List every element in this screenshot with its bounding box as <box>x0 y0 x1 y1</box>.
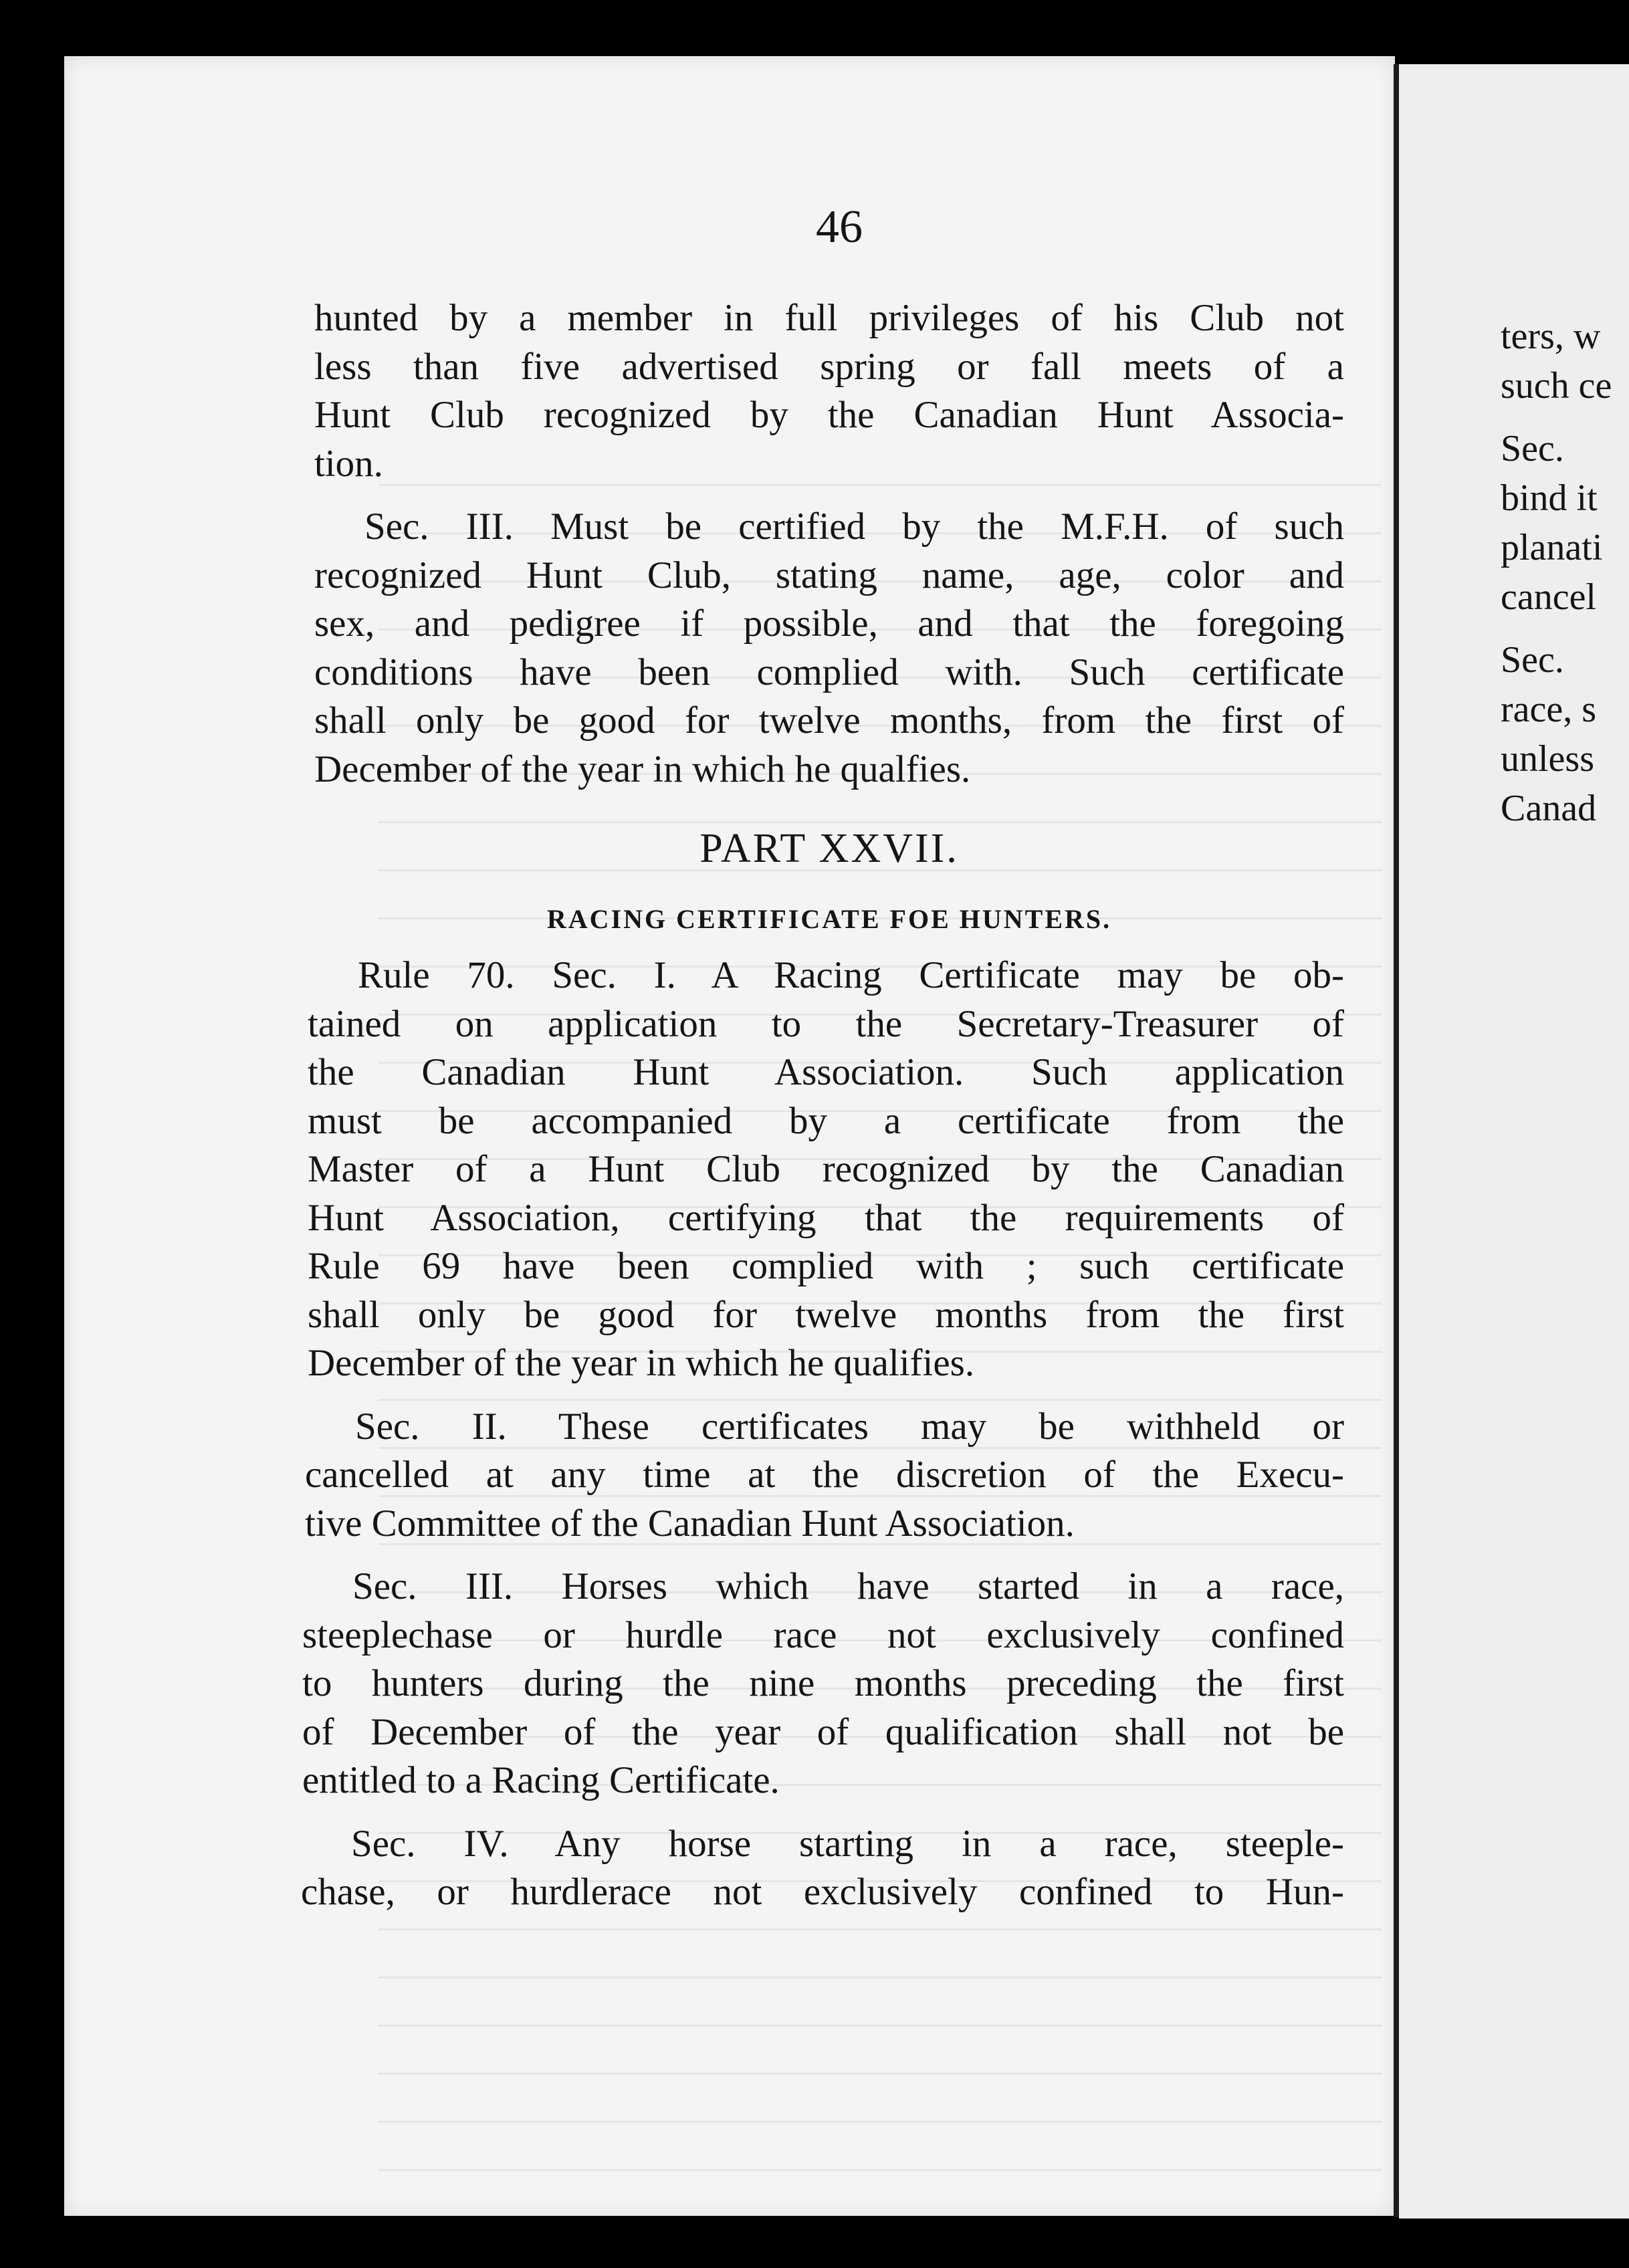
right-line: such ce <box>1501 365 1612 407</box>
right-line: ters, w <box>1501 316 1601 357</box>
text-line: tained on application to the Secretary-Treasurer of <box>308 1002 1344 1045</box>
text-line: December of the year in which he qualifies. <box>308 1342 975 1384</box>
section-heading: RACING CERTIFICATE FOE HUNTERS. <box>546 904 1112 934</box>
right-line: planati <box>1501 527 1603 568</box>
text-line: Hunt Association, certifying that the requirements of <box>308 1196 1344 1239</box>
paragraph-sec-3-body <box>314 552 1344 794</box>
text-line: recognized Hunt Club, stating name, age, color and <box>314 554 1344 596</box>
text-line: the Canadian Hunt Association. Such application <box>308 1051 1344 1093</box>
text-line: less than five advertised spring or fall meets of a <box>314 345 1344 388</box>
right-line: Sec. <box>1501 428 1564 469</box>
text-line: shall only be good for twelve months, from the first of <box>314 699 1344 742</box>
paragraph-continuation <box>314 294 1344 488</box>
right-line: unless <box>1501 738 1594 780</box>
right-line: Canad <box>1501 788 1597 829</box>
text-line: cancelled at any time at the discretion of the Execu- <box>305 1454 1344 1496</box>
right-page <box>1399 64 1629 2219</box>
book-gutter <box>1394 64 1399 2217</box>
text-line: Sec. III. Horses which have started in a race, <box>352 1565 1344 1607</box>
text-line: to hunters during the nine months preceding the first <box>302 1662 1344 1704</box>
text-line: Sec. IV. Any horse starting in a race, steeple- <box>351 1822 1344 1865</box>
text-line: Master of a Hunt Club recognized by the Canadian <box>308 1148 1344 1190</box>
text-line: Rule 69 have been complied with ; such certificate <box>308 1245 1344 1287</box>
right-line: bind it <box>1501 477 1598 519</box>
text-line: of December of the year of qualification shall not be <box>302 1710 1344 1753</box>
text-line: shall only be good for twelve months from the first <box>308 1293 1344 1336</box>
text-line: December of the year in which he qualfies. <box>314 748 971 790</box>
text-line: must be accompanied by a certificate from the <box>308 1099 1344 1142</box>
text-line: chase, or hurdlerace not exclusively confined to Hun- <box>301 1871 1344 1913</box>
text-line: conditions have been complied with. Such certificate <box>314 651 1344 693</box>
text-line: steeplechase or hurdle race not exclusively confined <box>302 1613 1344 1656</box>
text-line: entitled to a Racing Certificate. <box>302 1759 780 1801</box>
paragraph-sec-3-horses <box>302 1563 1344 1805</box>
right-line: cancel <box>1501 576 1596 618</box>
page-number: 46 <box>816 201 863 253</box>
text-line: sex, and pedigree if possible, and that the foregoing <box>314 602 1344 645</box>
right-line: race, s <box>1501 689 1597 730</box>
text-line: tive Committee of the Canadian Hunt Association. <box>305 1502 1075 1545</box>
text-line: Sec. II. These certificates may be withheld or <box>355 1405 1344 1448</box>
text-line: Hunt Club recognized by the Canadian Hunt Associa- <box>314 394 1344 436</box>
text-line: hunted by a member in full privileges of his Club not <box>314 297 1344 339</box>
paragraph-sec-4-any-horse <box>301 1820 1344 1917</box>
paragraph-rule-70 <box>308 951 1344 1388</box>
text-line: Rule 70. Sec. I. A Racing Certificate may be ob- <box>358 954 1344 996</box>
paragraph-sec-3-certification <box>314 503 1344 552</box>
part-heading: PART XXVII. <box>699 826 959 871</box>
right-line: Sec. <box>1501 639 1564 681</box>
text-line: tion. <box>314 442 383 485</box>
page-body <box>301 294 1344 1917</box>
paragraph-sec-2-withheld <box>305 1403 1344 1549</box>
text-line: Sec. III. Must be certified by the M.F.H. of such <box>364 505 1344 548</box>
right-page-text <box>1501 312 1612 833</box>
